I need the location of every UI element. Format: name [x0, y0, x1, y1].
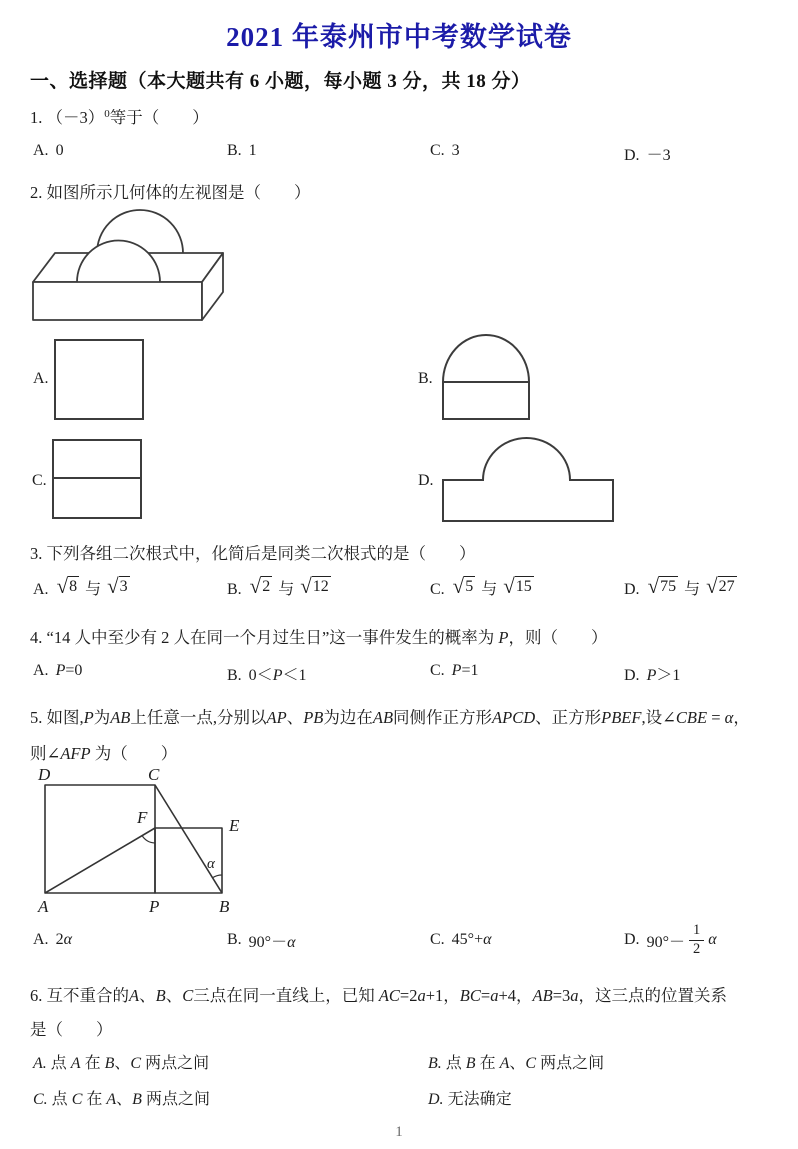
radicand: 27 — [718, 578, 735, 595]
option-text: A. 点 A 在 B、C 两点之间 — [33, 1055, 210, 1072]
option-label: B. — [227, 142, 242, 159]
option-text: 0＜P＜1 — [248, 667, 307, 684]
option-label: B. — [227, 931, 242, 948]
question-6-stem-line-2: 是（ ） — [30, 1020, 113, 1039]
q5-geometry-figure — [30, 763, 280, 918]
option-text: P＞1 — [646, 667, 681, 684]
angle-arc-at-B — [213, 875, 223, 878]
radical-sign: √ — [647, 574, 660, 598]
q5-option-a — [33, 918, 227, 962]
option-text: 1 — [248, 142, 257, 159]
segment-CB — [155, 785, 222, 893]
radical-sign: √ — [249, 574, 262, 598]
conjunction-text: 与 — [481, 581, 498, 598]
q2-option-d-label: D. — [418, 472, 434, 489]
radical-expression — [300, 576, 331, 598]
vertex-label-B: B — [219, 897, 230, 916]
option-text: D. 无法确定 — [428, 1091, 512, 1108]
q1-option-a — [33, 142, 227, 165]
q2-option-d-figure — [441, 436, 616, 524]
option-text: 45°+α — [451, 931, 492, 948]
option-label: D. — [624, 667, 640, 684]
q4-option-d — [624, 662, 798, 685]
radical-sign: √ — [300, 574, 312, 598]
radicand: 15 — [515, 578, 532, 595]
question-1-stem: 1. $(-3)^0$等于（ ） — [30, 108, 209, 127]
fraction-one-half — [689, 923, 704, 958]
option-text: 3 — [451, 142, 460, 159]
option-label: A. — [33, 662, 49, 679]
q2-option-a-figure — [53, 338, 145, 422]
square-APCD — [45, 785, 155, 893]
question-3-stem: 3. 下列各组二次根式中，化简后是同类二次根式的是（ ） — [30, 544, 476, 563]
radical-expression — [250, 576, 273, 598]
radical-expression — [706, 576, 737, 598]
question-6-stem-line-1: 6. 互不重合的A、B、C三点在同一直线上，已知 AC=2a+1，BC=a+4，AB=3a，这三点的位置关系 — [30, 986, 727, 1005]
angle-label-alpha: α — [207, 856, 215, 872]
option-text-after-fraction: α — [708, 931, 717, 948]
rectangle-shape — [443, 382, 529, 419]
section-one-heading: 一、选择题（本大题共有 6 小题，每小题 3 分，共 18 分） — [30, 71, 531, 92]
radicand: 12 — [312, 578, 329, 595]
question-4-options — [0, 662, 798, 685]
q3-option-a — [33, 576, 227, 599]
option-text: P=0 — [55, 662, 83, 679]
q6-option-a — [33, 1050, 428, 1073]
vertex-label-F: F — [137, 808, 148, 827]
radical-sign: √ — [452, 574, 465, 598]
q3-option-b — [227, 576, 430, 599]
q5-option-b — [227, 918, 430, 962]
option-label: D. — [624, 931, 640, 948]
question-5-options — [0, 918, 798, 962]
question-5-stem-line-2: 则∠AFP 为（ ） — [30, 744, 178, 763]
conjunction-text: 与 — [85, 581, 102, 598]
q1-option-c — [430, 142, 624, 165]
option-text: 0 — [55, 142, 64, 159]
radical-expression — [503, 576, 534, 598]
q3-option-d — [624, 576, 798, 599]
option-label: A. — [33, 142, 49, 159]
q5-option-c — [430, 918, 624, 962]
radicand: 8 — [69, 578, 78, 595]
option-text: P=1 — [451, 662, 479, 679]
vertex-label-P: P — [149, 897, 160, 916]
q1-option-b — [227, 142, 430, 165]
option-label: D. — [624, 581, 640, 598]
q1-option-d — [624, 142, 798, 165]
question-6-options-row-2 — [0, 1086, 798, 1109]
conjunction-text: 与 — [278, 581, 295, 598]
radicand: 5 — [465, 578, 474, 595]
radical-expression — [648, 576, 679, 598]
q2-option-b-label: B. — [418, 370, 433, 387]
radical-sign: √ — [56, 574, 69, 598]
fraction-denominator: 2 — [692, 940, 701, 957]
q2-option-b-figure — [441, 333, 533, 423]
radical-expression — [453, 576, 476, 598]
arch-shape — [443, 335, 529, 382]
option-label: C. — [430, 662, 445, 679]
option-text: 2α — [55, 931, 72, 948]
q2-solid-figure — [28, 206, 238, 328]
q3-option-c — [430, 576, 624, 599]
q2-option-a-label: A. — [33, 370, 49, 387]
question-1-options — [0, 142, 798, 165]
radical-expression — [57, 576, 80, 598]
radicand: 3 — [119, 578, 128, 595]
option-label: A. — [33, 581, 49, 598]
vertex-label-A: A — [38, 897, 49, 916]
q6-option-d — [428, 1086, 798, 1109]
question-2-stem: 2. 如图所示几何体的左视图是（ ） — [30, 183, 311, 202]
option-label: B. — [227, 667, 242, 684]
box-front-face — [33, 282, 202, 320]
option-text: 90°－α — [248, 933, 296, 951]
option-label: C. — [430, 931, 445, 948]
page-number: 1 — [395, 1124, 403, 1140]
radicand: 75 — [660, 578, 677, 595]
vertex-label-D: D — [38, 765, 51, 784]
option-text: C. 点 C 在 A、B 两点之间 — [33, 1091, 210, 1108]
option-label: B. — [227, 581, 242, 598]
radicand: 2 — [262, 578, 271, 595]
option-label: C. — [430, 581, 445, 598]
dome-on-rectangle-shape — [443, 438, 613, 521]
option-label: A. — [33, 931, 49, 948]
q4-option-c — [430, 662, 624, 685]
question-4-stem: 4. “14 人中至少有 2 人在同一个月过生日”这一事件发生的概率为 P，则（ ） — [30, 628, 608, 647]
q4-option-b — [227, 662, 430, 685]
rectangle-shape — [55, 340, 143, 419]
angle-arc-at-F — [142, 836, 155, 843]
question-5-stem-line-1: 5. 如图,P为AB上任意一点,分别以AP、PB为边在AB同侧作正方形APCD、正方形PBEF,设∠CBE = α， — [30, 708, 750, 727]
fraction-numerator: 1 — [689, 923, 704, 941]
vertex-label-E: E — [229, 816, 240, 835]
question-3-options — [0, 576, 798, 599]
exam-title: 2021 年泰州市中考数学试卷 — [226, 22, 572, 52]
option-text: －3 — [646, 147, 671, 164]
radical-sign: √ — [503, 574, 515, 598]
option-text: 90°－ — [646, 933, 685, 951]
q6-option-c — [33, 1086, 428, 1109]
radical-sign: √ — [107, 574, 119, 598]
question-6-options-row-1 — [0, 1050, 798, 1073]
radical-sign: √ — [706, 574, 718, 598]
q5-option-d — [624, 918, 798, 962]
q4-option-a — [33, 662, 227, 685]
option-label: C. — [430, 142, 445, 159]
option-label: D. — [624, 147, 640, 164]
radical-expression — [107, 576, 130, 598]
conjunction-text: 与 — [684, 581, 701, 598]
q2-option-c-figure — [51, 438, 143, 522]
q6-option-b — [428, 1050, 798, 1073]
q2-option-c-label: C. — [32, 472, 47, 489]
option-text: B. 点 B 在 A、C 两点之间 — [428, 1055, 605, 1072]
segment-AF — [45, 828, 155, 893]
vertex-label-C: C — [148, 765, 160, 784]
cylinder-front-fill — [77, 241, 160, 282]
